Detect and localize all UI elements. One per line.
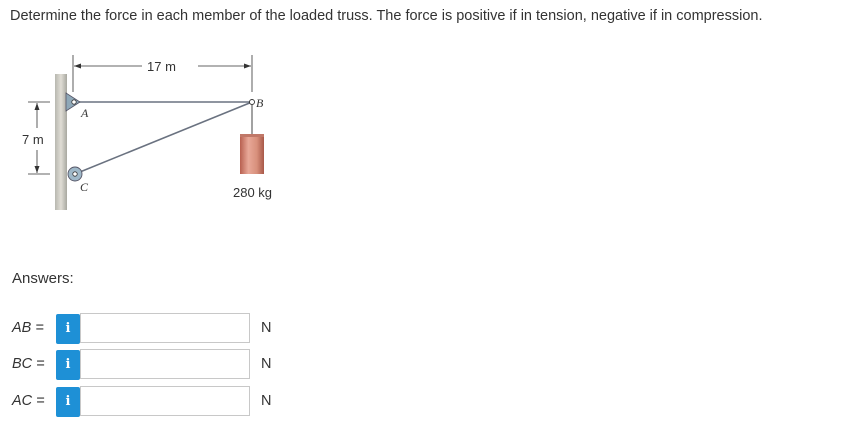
- answer-label: AB =: [12, 320, 44, 336]
- unit-label: N: [261, 356, 272, 372]
- question-text: Determine the force in each member of the loaded truss. The force is positive if in tension, negative if in compression.: [10, 8, 763, 24]
- unit-label: N: [261, 393, 272, 409]
- info-icon[interactable]: i: [56, 350, 80, 380]
- point-a-label: A: [81, 106, 89, 120]
- info-icon[interactable]: i: [56, 314, 80, 344]
- info-icon[interactable]: i: [56, 387, 80, 417]
- hanging-weight: [240, 134, 264, 174]
- truss-figure: [0, 40, 300, 240]
- answers-heading: Answers:: [12, 270, 74, 287]
- answer-input-bc[interactable]: [80, 349, 250, 379]
- point-c-label: C: [80, 180, 89, 194]
- load-label: 280 kg: [233, 185, 273, 200]
- truss-diagram: [0, 40, 300, 240]
- wall: [55, 74, 67, 210]
- answer-row-ab: [0, 313, 320, 345]
- answer-row-ac: [0, 386, 320, 418]
- answer-label: AC =: [12, 393, 45, 409]
- span-dimension-label: 17 m: [147, 59, 176, 74]
- height-dimension-label: 7 m: [22, 132, 44, 147]
- answer-input-ac[interactable]: [80, 386, 250, 416]
- unit-label: N: [261, 320, 272, 336]
- answer-input-ab[interactable]: [80, 313, 250, 343]
- answer-row-bc: [0, 349, 320, 381]
- joint-b: [250, 100, 255, 105]
- point-b-label: B: [256, 96, 264, 110]
- answer-label: BC =: [12, 356, 45, 372]
